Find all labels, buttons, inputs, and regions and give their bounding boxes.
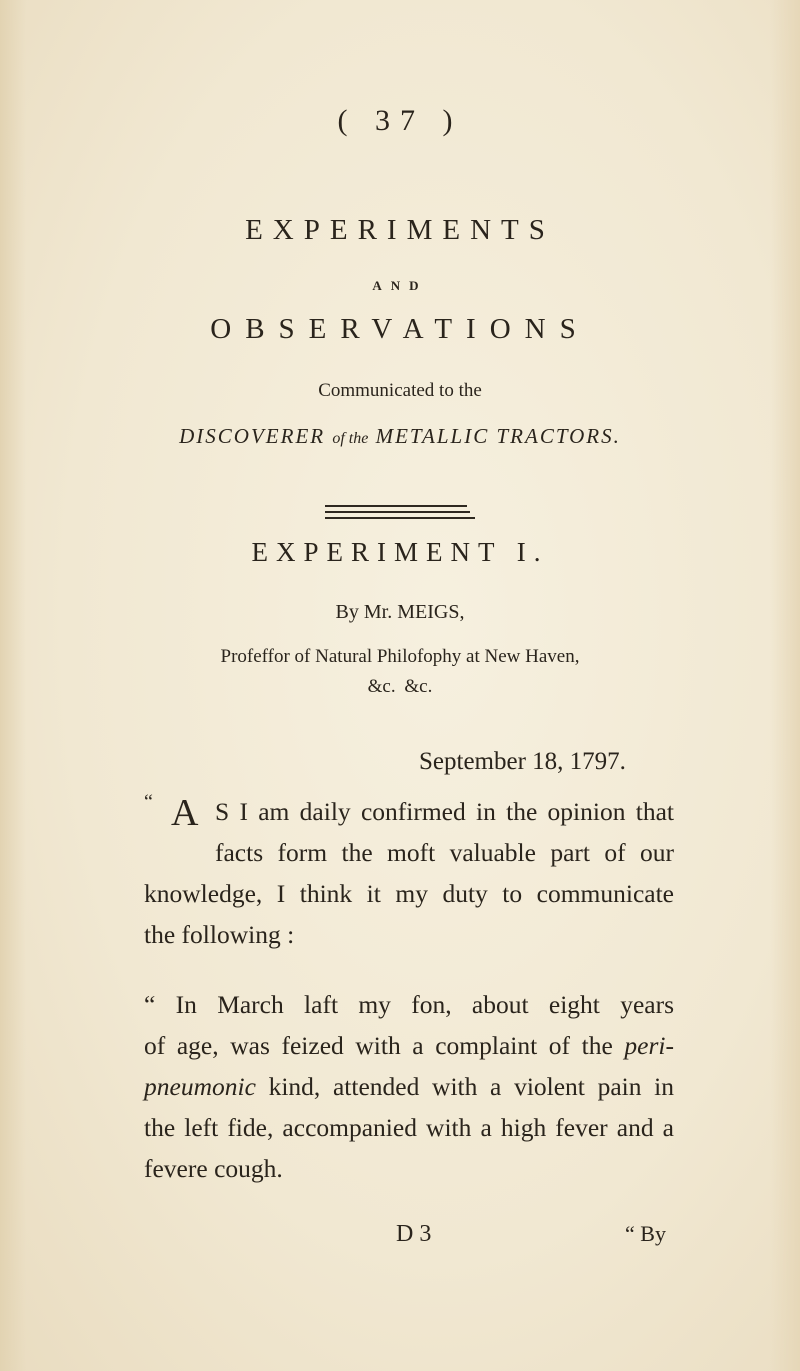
text-line: knowledge, I think it my duty to communicate <box>144 879 674 908</box>
italic-word: peri- <box>624 1031 674 1060</box>
text-line: facts form the moft valuable part of our <box>215 838 674 867</box>
ornamental-rule-middle <box>325 511 470 513</box>
drop-cap: A <box>171 792 199 834</box>
author-line: By Mr. MEIGS, <box>335 601 465 623</box>
page-number: ( 37 ) <box>337 104 463 137</box>
letter-date: September 18, 1797. <box>419 748 626 775</box>
text-segment: of age, was feized with a complaint of the <box>144 1031 613 1060</box>
title-communicated: Communicated to the <box>318 380 482 401</box>
text-line: “ In March laft my fon, about eight years <box>144 990 674 1019</box>
discoverer-word: DISCOVERER <box>179 424 326 448</box>
author-title-line: Profeffor of Natural Philofophy at New Haven, <box>220 646 580 667</box>
ornamental-rule-bottom <box>325 517 475 519</box>
text-line: the left fide, accompanied with a high fever and a <box>144 1113 674 1142</box>
text-line <box>144 1025 674 1066</box>
text-segment: kind, attended with a violent pain in <box>268 1072 674 1101</box>
title-discoverer <box>0 424 800 449</box>
ornamental-rule-top <box>325 505 467 507</box>
title-experiments: EXPERIMENTS <box>245 214 555 246</box>
metallic-tractors: METALLIC TRACTORS. <box>375 424 621 448</box>
title-and: AND <box>372 278 428 293</box>
author-etc-line: &c. &c. <box>367 676 433 697</box>
signature-mark: D 3 <box>396 1221 432 1247</box>
text-line: the following : <box>144 920 295 949</box>
opening-quote-mark: “ <box>144 791 153 813</box>
discoverer-of-the: of the <box>332 430 369 447</box>
title-observations: OBSERVATIONS <box>210 313 590 345</box>
text-line <box>144 1066 674 1107</box>
text-line: fevere cough. <box>144 1154 283 1183</box>
text-line: S I am daily confirmed in the opinion that <box>215 797 674 826</box>
catchword: “ By <box>625 1221 666 1246</box>
experiment-heading: EXPERIMENT I. <box>251 537 549 567</box>
italic-word: pneumonic <box>144 1072 256 1101</box>
